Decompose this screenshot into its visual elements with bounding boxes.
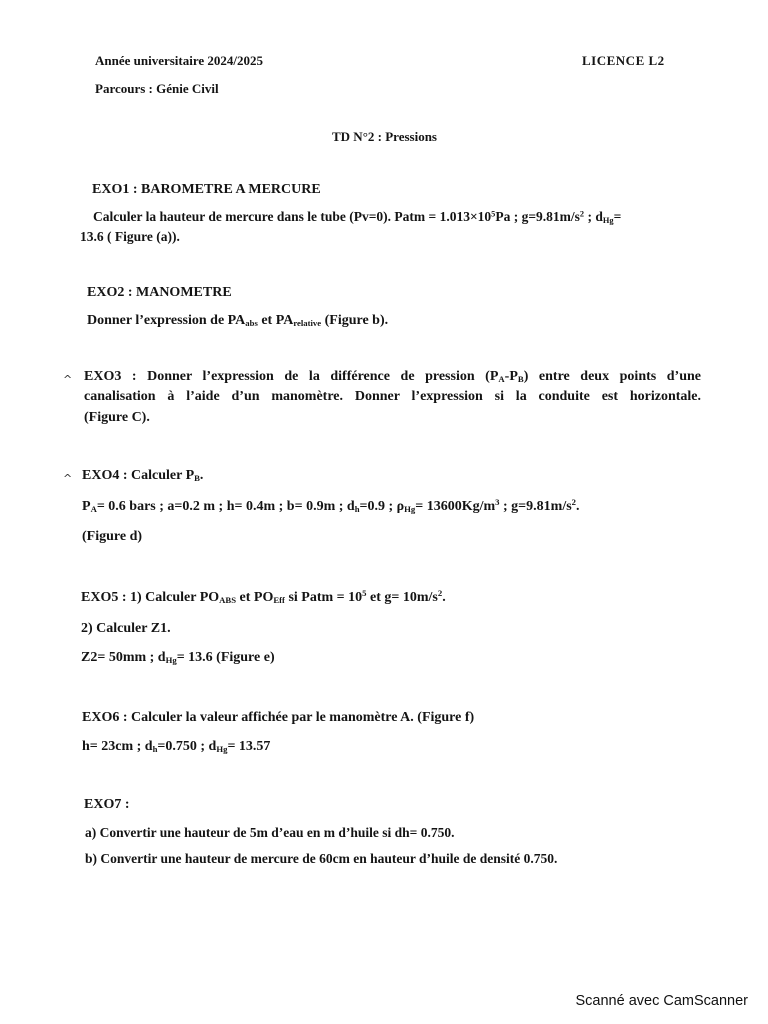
exo3-line1: EXO3 : Donner l’expression de la différence de pression $(P_A-P_B)$ entre deux points d’une (84, 369, 702, 385)
exo2-title: EXO2 : MANOMETRE (87, 285, 232, 300)
camscanner-footer: Scanné avec CamScanner (575, 993, 748, 1009)
margin-mark-exo3: ^ (63, 373, 73, 386)
licence-level: LICENCE L2 (582, 53, 665, 68)
exo6-title: EXO6 : Calculer la valeur affichée par le manomètre A. (Figure f) (82, 710, 475, 725)
margin-mark-exo4: ^ (63, 472, 73, 485)
exo3-line2: canalisation à l’aide d’un manomètre. Donner l’expression si la conduite est horizontale. (84, 389, 701, 404)
exo5-line1: EXO5 : 1) Calculer $PO_{ABS}$ et $PO_{Eff}$ si Patm = $10^5$ et $g= 10m/s^2$. (81, 588, 446, 606)
exo2-text: Donner l’expression de $PA_{abs}$ et $PA_{relative}$ (Figure b). (87, 313, 389, 329)
exo7-part-a: a) Convertir une hauteur de 5m d’eau en m d’huile si dh= 0.750. (85, 825, 455, 840)
exo6-data: h= 23cm ; $d_h=0.750$ ; $d_{Hg}= 13.57$ (82, 739, 271, 755)
parcours: Parcours : Génie Civil (95, 81, 219, 96)
exo1-line2: 13.6 ( Figure (a)). (80, 229, 180, 244)
exo1-title: EXO1 : BAROMETRE A MERCURE (92, 182, 321, 197)
exo5-line3: Z2= 50mm ; $d_{Hg}= 13.6$ (Figure e) (81, 650, 275, 666)
exo7-part-b: b) Convertir une hauteur de mercure de 60cm en hauteur d’huile de densité 0.750. (85, 851, 558, 866)
document-title: TD N°2 : Pressions (332, 129, 437, 144)
exo3-line3: (Figure C). (84, 410, 150, 425)
exo5-line2: 2) Calculer Z1. (81, 621, 171, 636)
academic-year: Année universitaire 2024/2025 (95, 53, 264, 68)
exo4-figure: (Figure d) (82, 529, 143, 544)
exo4-data: $P_A= 0.6$ bars ; a=0.2 m ; h= 0.4m ; b= 0.9m ; $d_h=0.9$ ; $\rho_{Hg}= 13600Kg/m^3$ ; $g=9.81m/s^2$. (82, 497, 580, 515)
exo4-title: EXO4 : Calculer $P_B$. (82, 468, 204, 484)
exo7-title: EXO7 : (84, 797, 130, 812)
exo1-line1: Calculer la hauteur de mercure dans le tube (Pv=0). Patm = $1.013\times 10^5Pa$ ; $g=9.81m/s^2$ ; $d_{Hg}=$ (93, 209, 622, 226)
